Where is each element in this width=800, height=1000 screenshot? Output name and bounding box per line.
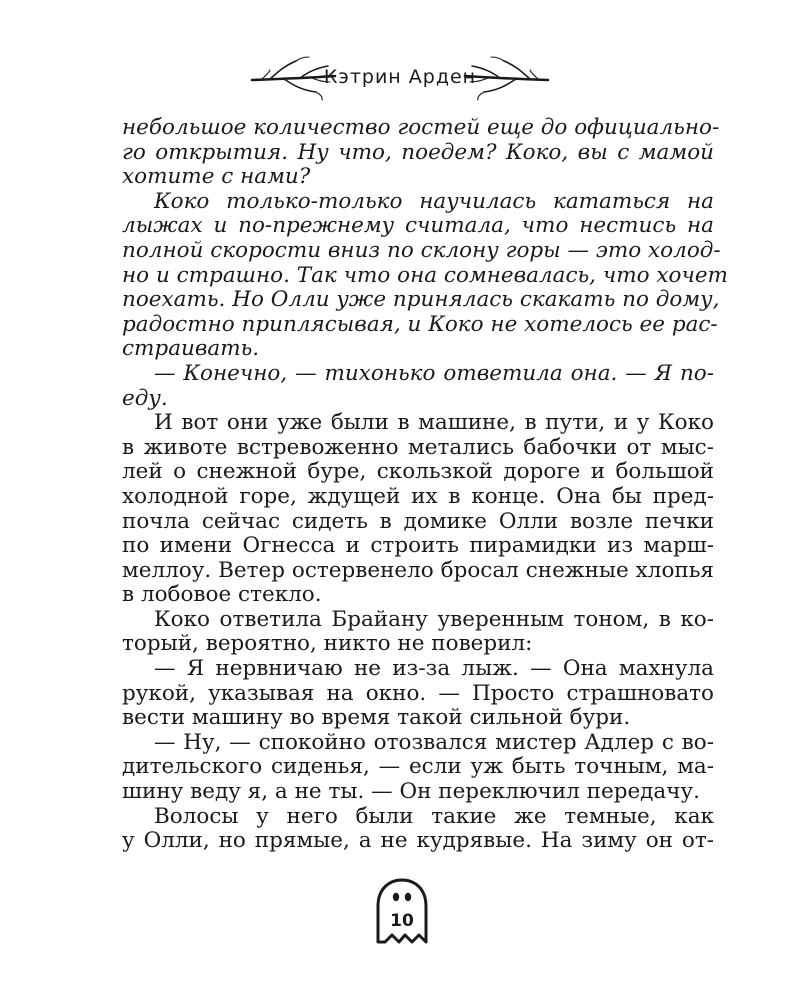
text-line: шину веду я, а не ты. — Он переключил передачу. bbox=[122, 779, 700, 805]
running-header bbox=[0, 52, 800, 102]
text-line: меллоу. Ветер остервенело бросал снежные хлопья bbox=[122, 557, 714, 583]
text-line: Коко ответила Брайану уверенным тоном, в ко- bbox=[154, 606, 714, 632]
body-text bbox=[122, 115, 728, 854]
text-line: страивать. bbox=[122, 336, 260, 362]
text-line: лыжах и по-прежнему считала, что нестись на bbox=[122, 213, 714, 239]
text-line: холодной горе, ждущей их в конце. Она бы пред- bbox=[122, 483, 714, 509]
text-line: го открытия. Ну что, поедем? Коко, вы с мамой bbox=[122, 139, 714, 165]
text-line: поехать. Но Олли уже принялась скакать по дому, bbox=[122, 287, 720, 313]
page-number: 10 bbox=[390, 911, 414, 931]
text-line: Волосы у него были такие же темные, как bbox=[154, 803, 714, 829]
text-line: полной скорости вниз по склону горы — это холод- bbox=[122, 237, 721, 263]
text-line: но и страшно. Так что она сомневалась, что хочет bbox=[122, 262, 728, 288]
text-line: еду. bbox=[122, 385, 168, 411]
text-line: в лобовое стекло. bbox=[122, 582, 322, 608]
text-line: — Ну, — спокойно отозвался мистер Адлер с во- bbox=[154, 729, 714, 755]
text-line: вести машину во время такой сильной бури. bbox=[122, 705, 631, 731]
text-line: радостно приплясывая, и Коко не хотелось ее рас- bbox=[122, 311, 718, 337]
text-line: — Конечно, — тихонько ответила она. — Я по- bbox=[154, 360, 714, 386]
text-line: Коко только-только научилась кататься на bbox=[154, 188, 714, 214]
page-folio bbox=[370, 876, 434, 948]
text-line: торый, вероятно, никто не поверил: bbox=[122, 631, 533, 657]
text-line: почла сейчас сидеть в домике Олли возле печки bbox=[122, 508, 714, 534]
running-header-author: Кэтрин Арден bbox=[323, 66, 477, 88]
text-line: хотите с нами? bbox=[122, 164, 311, 190]
text-line: рукой, указывая на окно. — Просто страшновато bbox=[122, 680, 714, 706]
text-line: небольшое количество гостей еще до официально- bbox=[122, 115, 720, 140]
text-line: лей о снежной буре, скользкой дороге и большой bbox=[122, 459, 714, 485]
text-line: — Я нервничаю не из-за лыж. — Она махнула bbox=[154, 656, 714, 682]
text-line: в животе встревоженно метались бабочки от мыс- bbox=[122, 434, 714, 460]
text-line: по имени Огнесса и строить пирамидки из марш- bbox=[122, 533, 714, 559]
text-line: И вот они уже были в машине, в пути, и у Коко bbox=[154, 410, 714, 436]
text-line: дительского сиденья, — если уж быть точным, ма- bbox=[122, 754, 714, 780]
text-line: у Олли, но прямые, а не кудрявые. На зиму он от- bbox=[122, 828, 714, 854]
